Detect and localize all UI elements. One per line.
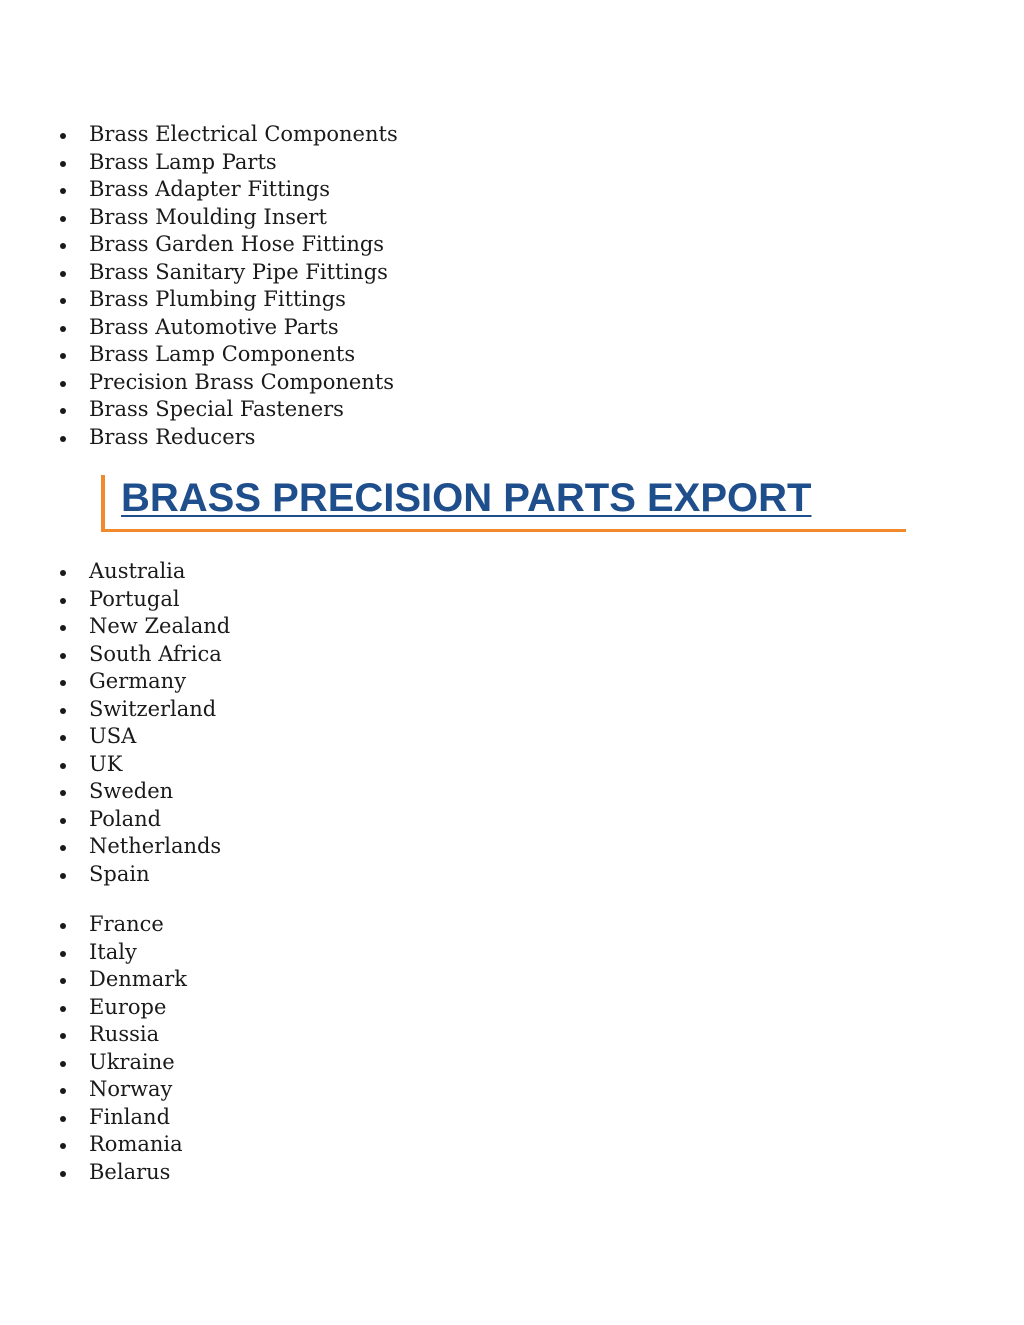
bullet-icon	[60, 951, 66, 957]
list-item	[0, 613, 230, 641]
list-item-label: Brass Garden Hose Fittings	[89, 232, 385, 256]
list-item-label: Norway	[89, 1077, 173, 1101]
list-item	[0, 204, 398, 232]
list-item	[0, 396, 398, 424]
bullet-icon	[60, 271, 66, 277]
bullet-icon	[60, 243, 66, 249]
list-item-label: Brass Plumbing Fittings	[89, 287, 346, 311]
product-list	[0, 121, 398, 451]
bullet-icon	[60, 436, 66, 442]
bullet-icon	[60, 923, 66, 929]
list-item-label: Denmark	[89, 967, 187, 991]
bullet-icon	[60, 133, 66, 139]
list-item	[0, 341, 398, 369]
list-item-label: Spain	[89, 861, 150, 886]
list-item-label: Brass Electrical Components	[89, 122, 398, 146]
list-item	[0, 1104, 187, 1132]
bullet-icon	[60, 1116, 66, 1122]
list-item	[0, 806, 230, 834]
list-item	[0, 424, 398, 452]
list-item-label: Germany	[89, 669, 187, 693]
list-item	[0, 231, 398, 259]
bullet-icon	[60, 216, 66, 222]
list-item	[0, 751, 230, 779]
bullet-icon	[60, 653, 66, 659]
list-item-label: Brass Lamp Components	[89, 342, 356, 366]
bullet-icon	[60, 408, 66, 414]
list-item-label: Brass Reducers	[89, 424, 256, 449]
list-item-label: South Africa	[89, 641, 222, 666]
bullet-icon	[60, 735, 66, 741]
list-item	[0, 286, 398, 314]
list-item	[0, 861, 230, 889]
bullet-icon	[60, 326, 66, 332]
bullet-icon	[60, 845, 66, 851]
list-item-label: Brass Sanitary Pipe Fittings	[89, 259, 388, 284]
bullet-icon	[60, 570, 66, 576]
list-item-label: Switzerland	[89, 696, 217, 721]
list-item-label: Poland	[89, 806, 162, 831]
list-item	[0, 994, 187, 1022]
list-item	[0, 966, 187, 994]
list-item-label: Ukraine	[89, 1049, 175, 1074]
list-item	[0, 696, 230, 724]
list-item	[0, 1049, 187, 1077]
list-item	[0, 911, 187, 939]
bullet-icon	[60, 1033, 66, 1039]
list-item-label: Finland	[89, 1104, 171, 1129]
list-item-label: Netherlands	[89, 834, 222, 858]
list-item	[0, 668, 230, 696]
country-list-continued	[0, 911, 187, 1186]
bullet-icon	[60, 298, 66, 304]
section-heading-frame	[101, 475, 906, 532]
list-item	[0, 1076, 187, 1104]
list-item-label: UK	[89, 751, 123, 776]
list-item	[0, 1159, 187, 1187]
bullet-icon	[60, 680, 66, 686]
list-item	[0, 558, 230, 586]
list-item-label: Australia	[89, 559, 186, 583]
list-item	[0, 314, 398, 342]
list-item	[0, 641, 230, 669]
list-item-label: Brass Adapter Fittings	[89, 177, 330, 201]
list-item-label: Precision Brass Components	[89, 369, 395, 394]
bullet-icon	[60, 188, 66, 194]
list-item	[0, 1131, 187, 1159]
bullet-icon	[60, 1143, 66, 1149]
bullet-icon	[60, 625, 66, 631]
list-item	[0, 369, 398, 397]
list-item-label: Brass Moulding Insert	[89, 204, 327, 229]
list-item	[0, 586, 230, 614]
bullet-icon	[60, 978, 66, 984]
list-item-label: Sweden	[89, 779, 174, 803]
list-item	[0, 723, 230, 751]
section-heading: BRASS PRECISION PARTS EXPORT	[121, 476, 812, 520]
list-item-label: Russia	[89, 1022, 160, 1046]
bullet-icon	[60, 873, 66, 879]
list-item-label: France	[89, 912, 164, 936]
list-item	[0, 121, 398, 149]
list-item-label: Romania	[89, 1132, 183, 1156]
list-item-label: Italy	[89, 939, 137, 964]
bullet-icon	[60, 1171, 66, 1177]
list-item	[0, 1021, 187, 1049]
bullet-icon	[60, 1088, 66, 1094]
bullet-icon	[60, 353, 66, 359]
list-item-label: USA	[89, 724, 137, 748]
list-item-label: Belarus	[89, 1159, 171, 1184]
bullet-icon	[60, 763, 66, 769]
list-item-label: New Zealand	[89, 614, 231, 638]
list-item	[0, 176, 398, 204]
bullet-icon	[60, 381, 66, 387]
list-item	[0, 939, 187, 967]
list-item-label: Brass Automotive Parts	[89, 314, 339, 339]
bullet-icon	[60, 1061, 66, 1067]
list-item-label: Europe	[89, 994, 167, 1019]
bullet-icon	[60, 818, 66, 824]
bullet-icon	[60, 790, 66, 796]
list-item	[0, 778, 230, 806]
list-item	[0, 259, 398, 287]
bullet-icon	[60, 708, 66, 714]
bullet-icon	[60, 1006, 66, 1012]
list-item-label: Brass Lamp Parts	[89, 149, 277, 174]
list-item-label: Portugal	[89, 586, 180, 611]
list-item	[0, 833, 230, 861]
bullet-icon	[60, 161, 66, 167]
list-item-label: Brass Special Fasteners	[89, 397, 344, 421]
country-list	[0, 558, 230, 888]
list-item	[0, 149, 398, 177]
bullet-icon	[60, 598, 66, 604]
